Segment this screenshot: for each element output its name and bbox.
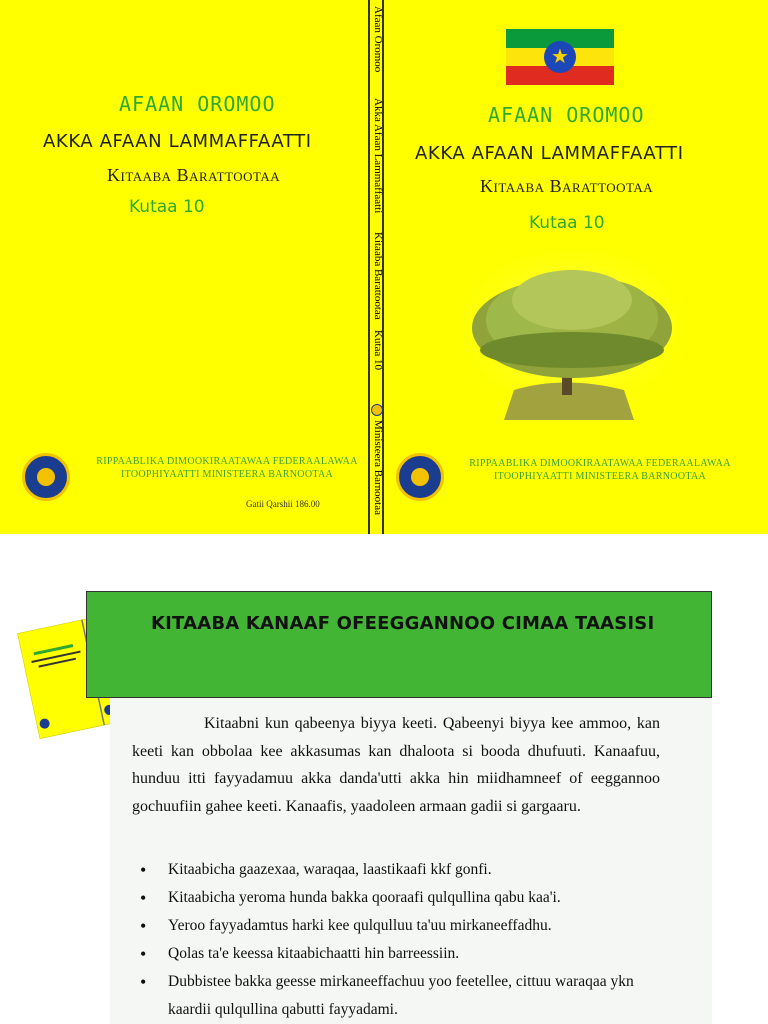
list-item: • Kitaabicha yeroma hunda bakka qooraafi qulqullina qabu kaa'i. <box>140 884 680 912</box>
spine-seal-icon <box>371 404 383 416</box>
back-cover <box>0 0 368 534</box>
care-paragraph: Kitaabni kun qabeenya biyya keeti. Qabeenyi biyya kee ammoo, kan keeti kan obbolaa kee akkasumas kan dhaloota si booda dhufuuti. Kanaafuu, hunduu itti fayyadamuu akka danda'utti akka hin miidhamneef of eeggannoo gochuufiin gahee keeti. Kanaafis, yaadoleen armaan gadii si gargaaru. <box>132 715 660 815</box>
spine-grade: Kutaa 10 <box>372 330 384 371</box>
list-item: • Kitaabicha gaazexaa, waraqaa, laastikaafi kkf gonfi. <box>140 856 680 884</box>
back-grade: Kutaa 10 <box>129 197 205 217</box>
list-item: • Qolas ta'e keessa kitaabichaatti hin barreessiin. <box>140 940 680 968</box>
list-item: • Yeroo fayyadamtus harki kee qulqulluu ta'uu mirkaneeffadhu. <box>140 912 680 940</box>
front-publisher <box>450 457 750 483</box>
back-book-type: Kitaaba Barattootaa <box>107 165 281 185</box>
front-publisher-line2: ITOOPHIYAATTI MINISTEERA BARNOOTAA <box>494 471 706 482</box>
front-language-title: AFAAN OROMOO <box>488 103 645 127</box>
care-section-header <box>86 591 712 698</box>
flag-star-icon: ★ <box>544 41 576 73</box>
spine-language: Afaan Oromoo <box>372 6 384 73</box>
back-publisher <box>86 455 368 481</box>
front-subtitle: AKKA AFAAN LAMMAFFAATTI <box>415 143 684 164</box>
list-item: • Dubbistee bakka geesse mirkaneeffachuu yoo feetellee, cittuu waraqaa ykn kaardii qulqullina qabutti fayyadami. <box>140 968 680 1024</box>
care-section-title: KITAABA KANAAF OFEEGGANNOO CIMAA TAASISI <box>151 613 655 634</box>
front-grade: Kutaa 10 <box>529 213 605 233</box>
front-publisher-line1: RIPPAABLIKA DIMOOKIRAATAWAA FEDERAALAWAA <box>469 458 731 469</box>
tree-icon <box>454 250 690 422</box>
back-subtitle: AKKA AFAAN LAMMAFFAATTI <box>43 131 312 152</box>
ministry-seal-icon <box>22 453 70 501</box>
spine-ministry: Ministeera Barnootaa <box>372 420 384 515</box>
spine-book-type: Kitaaba Barattootaa <box>372 232 384 320</box>
front-book-type: Kitaaba Barattootaa <box>480 176 654 196</box>
care-bullet-list <box>140 856 680 1024</box>
spine-subtitle: Akka Afaan Lammaffaatti <box>372 98 384 214</box>
front-cover <box>384 0 768 534</box>
back-publisher-line2: ITOOPHIYAATTI MINISTEERA BARNOOTAA <box>121 469 333 480</box>
back-language-title: AFAAN OROMOO <box>119 92 276 116</box>
care-section-body <box>110 698 712 1024</box>
ministry-seal-icon-front <box>396 453 444 501</box>
price-label: Gatii Qarshii 186.00 <box>246 499 320 509</box>
back-publisher-line1: RIPPAABLIKA DIMOOKIRAATAWAA FEDERAALAWAA <box>96 456 358 467</box>
ethiopia-flag-icon <box>506 29 614 85</box>
book-spine <box>368 0 384 534</box>
